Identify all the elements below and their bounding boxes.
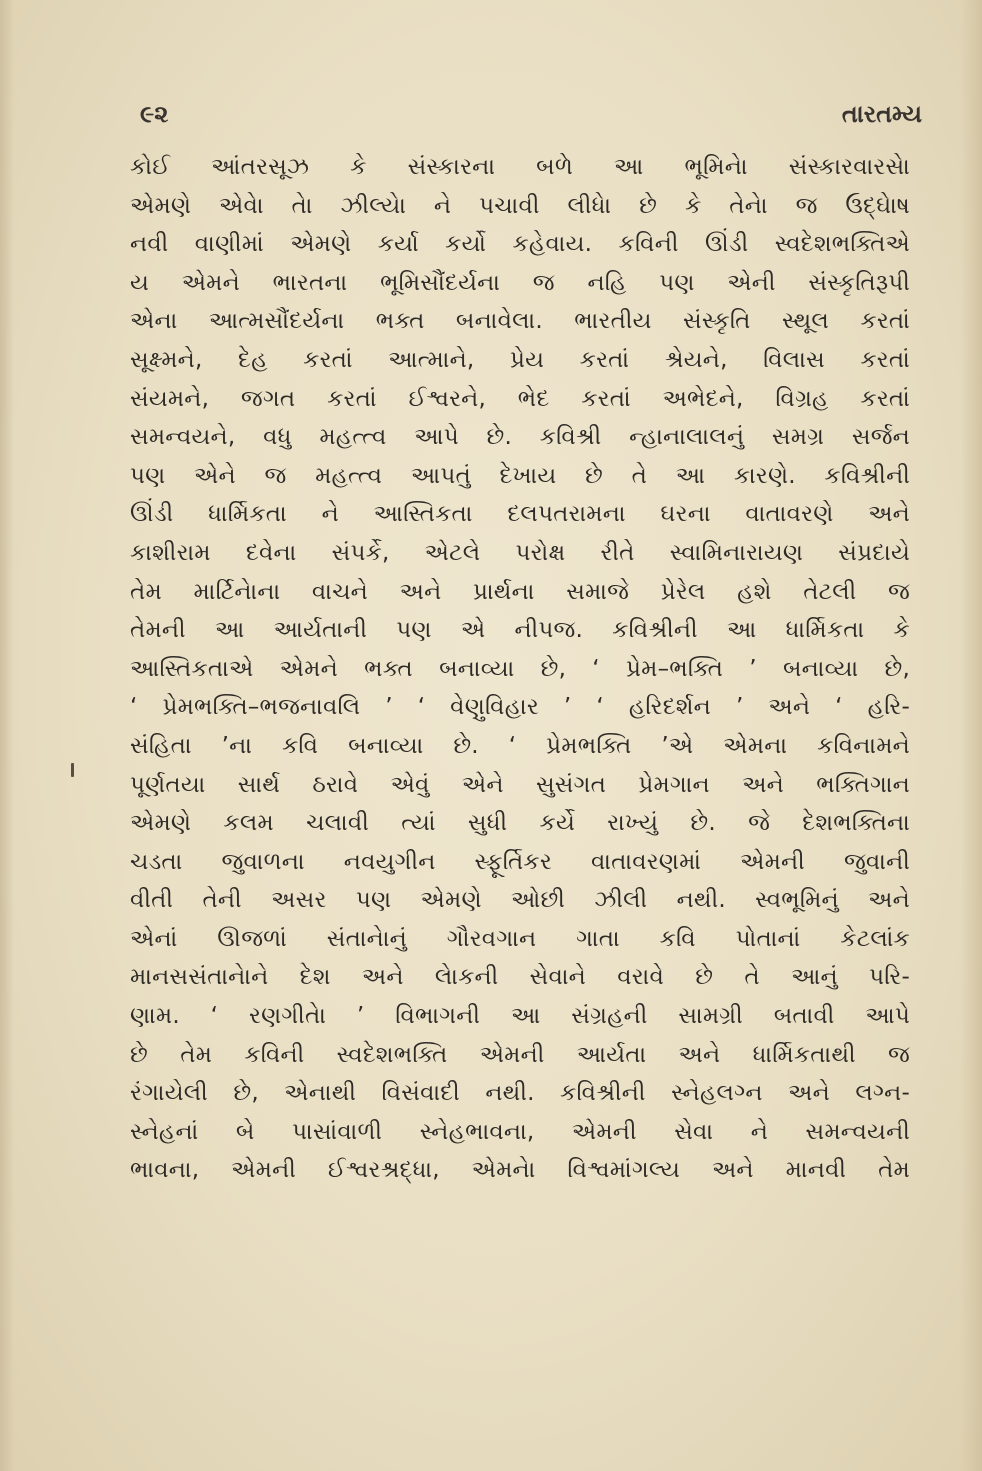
page-header <box>140 100 922 140</box>
text-line: ‘ પ્રેમભક્તિ–ભજનાવલિ ’ ‘ વેણુવિહાર ’ ‘ હરિદર્શન ’ અને ‘ હરિ- <box>130 694 910 721</box>
text-line: ચડતા જુવાળના નવયુગીન સ્ફૂર્તિકર વાતાવરણમાં એમની જુવાની <box>130 848 910 875</box>
text-line: તેમ માર્ટિનેાના વાચને અને પ્રાર્થના સમાજે પ્રેરેલ હશે તેટલી જ <box>130 578 910 605</box>
text-line: સૂક્ષ્મને, દેહ કરતાં આત્માને, પ્રેય કરતાં શ્રેયને, વિલાસ કરતાં <box>130 346 910 373</box>
text-line: ણામ. ‘ રણગીતેા ’ વિભાગની આ સંગ્રહની સામગ્રી બતાવી આપે <box>130 1003 910 1030</box>
text-line: માનસસંતાનેાને દેશ અને લેાકની સેવાને વરાવે છે તે આનું પરિ- <box>130 964 910 991</box>
text-line: પૂર્ણતયા સાર્થ ઠરાવે એવું એને સુસંગત પ્રેમગાન અને ભક્તિગાન <box>130 771 910 798</box>
margin-mark <box>71 763 74 777</box>
text-line: સ્નેહનાં બે પાસાંવાળી સ્નેહભાવના, એમની સેવા ને સમન્વયની <box>130 1118 910 1145</box>
text-line: સમન્વયને, વધુ મહત્ત્વ આપે છે. કવિશ્રી ન્હાનાલાલનું સમગ્ર સર્જન <box>130 424 910 451</box>
text-line: તેમની આ આર્યતાની પણ એ નીપજ. કવિશ્રીની આ ધાર્મિકતા કે <box>130 617 910 644</box>
text-line: વીતી તેની અસર પણ એમણે ઓછી ઝીલી નથી. સ્વભૂમિનું અને <box>130 887 910 914</box>
text-line: એમણે એવેા તેા ઝીલ્યેા ને પચાવી લીધેા છે કે તેનેા જ ઉદ્ઘેાષ <box>130 192 910 219</box>
text-line: સંયમને, જગત કરતાં ઈશ્વરને, ભેદ કરતાં અભેદને, વિગ્રહ કરતાં <box>130 385 910 412</box>
text-line: એમણે કલમ ચલાવી ત્યાં સુધી કર્યે રાખ્યું છે. જે દેશભક્તિના <box>130 810 910 837</box>
text-line: કાશીરામ દવેના સંપર્કે, એટલે પરોક્ષ રીતે સ્વામિનારાયણ સંપ્રદાયે <box>130 539 910 566</box>
body-text <box>130 148 910 1190</box>
text-line: એનાં ઊજળાં સંતાનેાનું ગૌરવગાન ગાતા કવિ પોતાનાં કેટલાંક <box>130 925 910 952</box>
page-edge-shadow <box>960 0 982 1471</box>
page-number: ૯૨ <box>140 100 169 128</box>
page-gutter-shadow <box>0 0 14 1471</box>
text-line: ભાવના, એમની ઈશ્વરશ્રદ્ધા, એમનેા વિશ્વમાંગલ્ય અને માનવી તેમ <box>130 1157 910 1184</box>
text-line: નવી વાણીમાં એમણે કર્યા કર્યો કહેવાય. કવિની ઊંડી સ્વદેશભક્તિએ <box>130 231 910 258</box>
text-line: સંહિતા ’ના કવિ બનાવ્યા છે. ‘ પ્રેમભક્તિ ’એ એમના કવિનામને <box>130 732 910 759</box>
text-line: રંગાયેલી છે, એનાથી વિસંવાદી નથી. કવિશ્રીની સ્નેહલગ્ન અને લગ્ન- <box>130 1080 910 1107</box>
text-line: પણ એને જ મહત્ત્વ આપતું દેખાય છે તે આ કારણે. કવિશ્રીની <box>130 462 910 489</box>
text-line: છે તેમ કવિની સ્વદેશભક્તિ એમની આર્યતા અને ધાર્મિકતાથી જ <box>130 1041 910 1068</box>
text-line: કોઈ આંતરસૂઝ કે સંસ્કારના બળે આ ભૂમિનેા સંસ્કારવારસેા <box>130 154 910 180</box>
text-line: ઊંડી ધાર્મિકતા ને આસ્તિકતા દલપતરામના ઘરના વાતાવરણે અને <box>130 501 910 528</box>
text-line: ય એમને ભારતના ભૂમિસૌંદર્યના જ નહિ પણ એની સંસ્કૃતિરૂપી <box>130 269 910 296</box>
running-title: તારતમ્ય <box>841 100 922 128</box>
text-line: એના આત્મસૌંદર્યના ભક્ત બનાવેલા. ભારતીય સંસ્કૃતિ સ્થૂલ કરતાં <box>130 308 910 335</box>
text-line: આસ્તિકતાએ એમને ભક્ત બનાવ્યા છે, ‘ પ્રેમ–ભક્તિ ’ બનાવ્યા છે, <box>130 655 910 682</box>
